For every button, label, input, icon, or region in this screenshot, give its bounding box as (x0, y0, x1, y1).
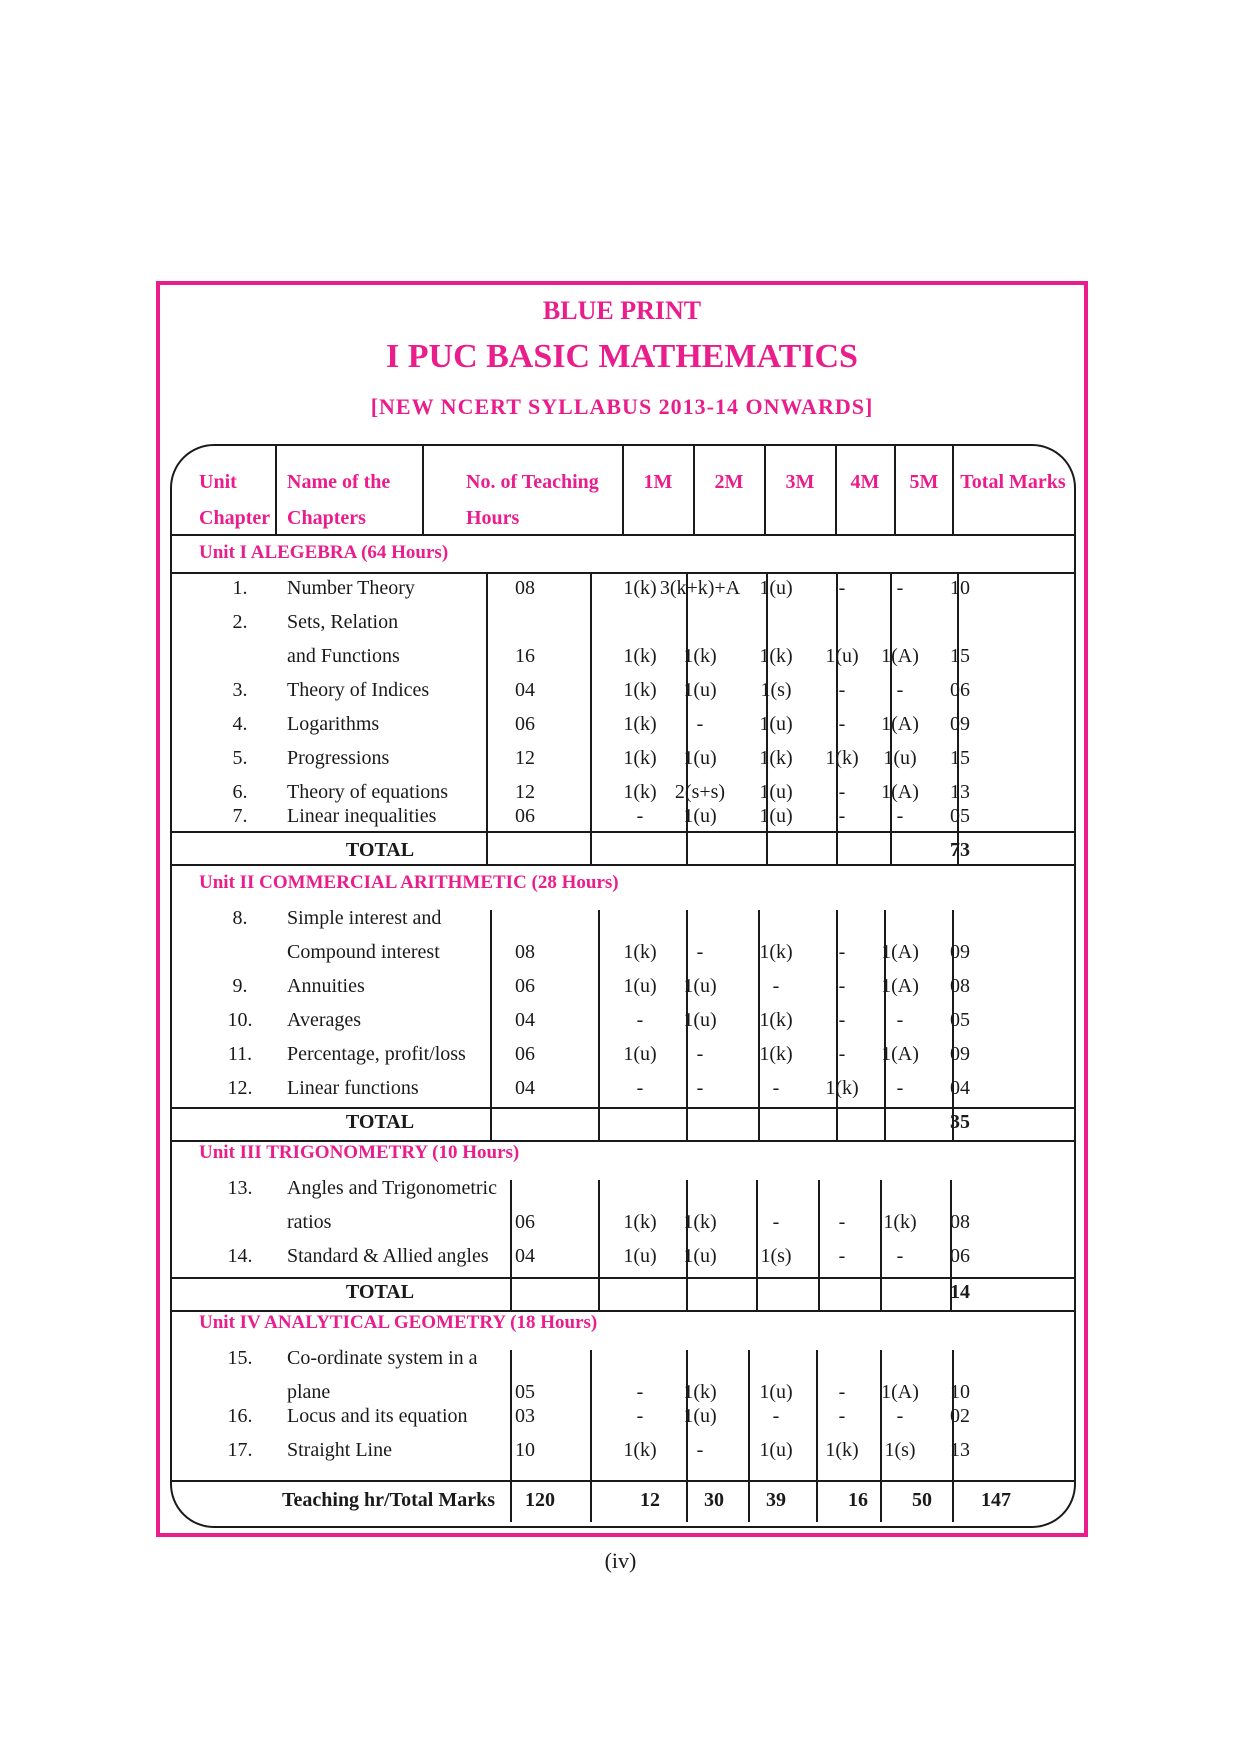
cell-m4: - (838, 679, 846, 701)
chapter-number: 12. (227, 1077, 253, 1099)
chapter-name: Simple interest and (287, 907, 442, 929)
cell-m2: 3(k+k)+A (659, 577, 741, 599)
cell-m2: 1(u) (683, 1405, 717, 1427)
unit-title: Unit I ALEGEBRA (64 Hours) (199, 542, 449, 563)
chapter-name: Co-ordinate system in a (287, 1347, 478, 1369)
unit-total-value: 73 (950, 839, 970, 861)
cell-hours: 05 (515, 1381, 535, 1403)
cell-m2: - (696, 1077, 704, 1099)
cell-hours: 04 (515, 1009, 535, 1031)
chapter-name: Theory of equations (287, 781, 449, 803)
grand-total-total: 147 (981, 1489, 1011, 1511)
cell-m5: - (896, 1405, 904, 1427)
unit-title: Unit III TRIGONOMETRY (10 Hours) (199, 1142, 520, 1163)
table-column-rule (510, 1350, 512, 1522)
chapter-name: plane (287, 1381, 331, 1403)
cell-total: 06 (950, 1245, 970, 1267)
cell-m2: 1(u) (683, 975, 717, 997)
cell-m2: 1(k) (683, 645, 717, 667)
chapter-name: Linear inequalities (287, 805, 437, 827)
chapter-number: 16. (227, 1405, 253, 1427)
cell-m1: 1(u) (623, 1043, 657, 1065)
cell-m4: - (838, 1381, 846, 1403)
doc-kicker: BLUE PRINT (542, 296, 702, 325)
cell-m5: 1(A) (881, 781, 919, 803)
chapter-name: Logarithms (287, 713, 380, 735)
col-2m-header: 2M (714, 471, 744, 493)
cell-m4: - (838, 1245, 846, 1267)
chapter-number: 17. (227, 1439, 253, 1461)
table-rule (172, 1277, 1074, 1279)
col-unit-header: Unit (199, 471, 237, 493)
cell-m3: 1(u) (759, 781, 793, 803)
cell-hours: 06 (515, 805, 535, 827)
cell-total: 09 (950, 713, 970, 735)
cell-hours: 04 (515, 679, 535, 701)
chapter-number: 7. (232, 805, 248, 827)
table-column-rule (598, 910, 600, 1140)
chapter-number: 1. (232, 577, 248, 599)
chapter-number: 5. (232, 747, 248, 769)
table-column-rule (818, 1180, 820, 1310)
cell-m5: 1(A) (881, 713, 919, 735)
cell-hours: 04 (515, 1077, 535, 1099)
cell-hours: 06 (515, 1043, 535, 1065)
cell-total: 15 (950, 645, 970, 667)
cell-hours: 06 (515, 975, 535, 997)
table-column-rule (510, 1180, 512, 1310)
cell-m1: 1(k) (623, 1439, 657, 1461)
col-1m-header: 1M (643, 471, 673, 493)
table-column-rule (836, 572, 838, 864)
cell-m3: - (772, 1405, 780, 1427)
cell-m5: - (896, 805, 904, 827)
table-column-rule (490, 910, 492, 1140)
table-column-rule (275, 446, 277, 534)
col-name-header: Chapters (287, 507, 366, 529)
cell-m1: 1(k) (623, 1211, 657, 1233)
chapter-number: 3. (232, 679, 248, 701)
cell-m1: 1(k) (623, 713, 657, 735)
cell-hours: 06 (515, 1211, 535, 1233)
cell-m5: 1(A) (881, 975, 919, 997)
chapter-number: 15. (227, 1347, 253, 1369)
cell-total: 02 (950, 1405, 970, 1427)
cell-m1: 1(k) (623, 645, 657, 667)
cell-m4: - (838, 1211, 846, 1233)
cell-total: 05 (950, 1009, 970, 1031)
cell-m1: 1(u) (623, 1245, 657, 1267)
col-4m-header: 4M (850, 471, 880, 493)
table-column-rule (816, 1350, 818, 1522)
chapter-number: 13. (227, 1177, 253, 1199)
cell-m3: - (772, 975, 780, 997)
table-rule (172, 1140, 1074, 1142)
chapter-number: 2. (232, 611, 248, 633)
table-column-rule (952, 446, 954, 534)
cell-m1: 1(u) (623, 975, 657, 997)
cell-m4: - (838, 781, 846, 803)
table-column-rule (686, 572, 688, 864)
chapter-name: Locus and its equation (287, 1405, 468, 1427)
chapter-name: Standard & Allied angles (287, 1245, 489, 1267)
grand-total-label: Teaching hr/Total Marks (282, 1489, 495, 1511)
table-column-rule (758, 910, 760, 1140)
cell-total: 05 (950, 805, 970, 827)
chapter-name: Annuities (287, 975, 365, 997)
chapter-name: Averages (287, 1009, 362, 1031)
cell-m3: 1(s) (760, 1245, 792, 1267)
cell-m1: - (636, 1009, 644, 1031)
cell-m2: 1(u) (683, 679, 717, 701)
grand-total-m4: 16 (848, 1489, 868, 1511)
page-number: (iv) (604, 1548, 637, 1573)
unit-total-value: 14 (950, 1281, 970, 1303)
cell-hours: 06 (515, 713, 535, 735)
cell-m3: 1(k) (759, 747, 793, 769)
col-unit-header: Chapter (199, 507, 271, 529)
cell-hours: 08 (515, 941, 535, 963)
table-rule (172, 831, 1074, 833)
cell-m1: 1(k) (623, 747, 657, 769)
cell-m2: 1(u) (683, 805, 717, 827)
doc-title: I PUC BASIC MATHEMATICS (386, 338, 858, 375)
table-column-rule (880, 1180, 882, 1310)
cell-m5: 1(A) (881, 645, 919, 667)
cell-m5: 1(A) (881, 1043, 919, 1065)
chapter-number: 9. (232, 975, 248, 997)
cell-total: 10 (950, 577, 970, 599)
table-rule (172, 1310, 1074, 1312)
cell-m3: 1(k) (759, 645, 793, 667)
cell-hours: 04 (515, 1245, 535, 1267)
cell-hours: 12 (515, 781, 535, 803)
table-column-rule (590, 1350, 592, 1522)
cell-total: 13 (950, 1439, 970, 1461)
col-name-header: Name of the (287, 471, 391, 493)
table-column-rule (748, 1350, 750, 1522)
unit-total-label: TOTAL (345, 839, 415, 861)
table-column-rule (950, 1180, 952, 1310)
table-column-rule (590, 572, 592, 864)
col-total-header: Total Marks (960, 471, 1066, 493)
table-column-rule (693, 446, 695, 534)
cell-m5: - (896, 1077, 904, 1099)
cell-m1: - (636, 1381, 644, 1403)
chapter-name: and Functions (287, 645, 400, 667)
cell-m5: 1(u) (883, 747, 917, 769)
cell-m5: 1(A) (881, 1381, 919, 1403)
chapter-name: Number Theory (287, 577, 415, 599)
chapter-name: Theory of Indices (287, 679, 430, 701)
chapter-name: Progressions (287, 747, 390, 769)
table-column-rule (835, 446, 837, 534)
col-5m-header: 5M (909, 471, 939, 493)
chapter-name: ratios (287, 1211, 332, 1233)
table-column-rule (686, 910, 688, 1140)
cell-m5: - (896, 1009, 904, 1031)
cell-m2: - (696, 1043, 704, 1065)
col-hours-header: No. of Teaching (466, 471, 599, 493)
table-column-rule (880, 1350, 882, 1522)
chapter-number: 14. (227, 1245, 253, 1267)
cell-m1: - (636, 805, 644, 827)
cell-m4: - (838, 975, 846, 997)
chapter-name: Straight Line (287, 1439, 392, 1461)
cell-hours: 03 (515, 1405, 535, 1427)
cell-m3: 1(u) (759, 1439, 793, 1461)
cell-m3: - (772, 1211, 780, 1233)
table-column-rule (764, 446, 766, 534)
table-rule (172, 1107, 1074, 1109)
cell-m3: 1(u) (759, 1381, 793, 1403)
table-column-rule (890, 572, 892, 864)
cell-m5: - (896, 1245, 904, 1267)
cell-m2: 1(u) (683, 1245, 717, 1267)
cell-m4: - (838, 1009, 846, 1031)
cell-m4: 1(k) (825, 747, 859, 769)
doc-subtitle: [NEW NCERT SYLLABUS 2013-14 ONWARDS] (370, 394, 874, 419)
chapter-name: Compound interest (287, 941, 440, 963)
cell-total: 13 (950, 781, 970, 803)
cell-hours: 16 (515, 645, 535, 667)
cell-m4: 1(k) (825, 1077, 859, 1099)
chapter-name: Percentage, profit/loss (287, 1043, 466, 1065)
cell-m1: 1(k) (623, 679, 657, 701)
cell-m4: 1(k) (825, 1439, 859, 1461)
grand-total-m1: 12 (640, 1489, 660, 1511)
cell-total: 09 (950, 1043, 970, 1065)
cell-m2: 2(s+s) (674, 781, 726, 803)
cell-m3: 1(u) (759, 805, 793, 827)
cell-total: 06 (950, 679, 970, 701)
chapter-number: 10. (227, 1009, 253, 1031)
cell-m3: 1(k) (759, 1009, 793, 1031)
cell-m1: 1(k) (623, 577, 657, 599)
table-column-rule (884, 910, 886, 1140)
col-3m-header: 3M (785, 471, 815, 493)
cell-m4: - (838, 1043, 846, 1065)
cell-m1: - (636, 1077, 644, 1099)
cell-m5: - (896, 577, 904, 599)
table-column-rule (836, 910, 838, 1140)
cell-m2: - (696, 1439, 704, 1461)
chapter-number: 8. (232, 907, 248, 929)
cell-m3: 1(u) (759, 713, 793, 735)
grand-total-m3: 39 (766, 1489, 786, 1511)
cell-m5: 1(k) (883, 1211, 917, 1233)
cell-m1: - (636, 1405, 644, 1427)
cell-m3: 1(s) (760, 679, 792, 701)
cell-m2: 1(k) (683, 1381, 717, 1403)
cell-m5: 1(A) (881, 941, 919, 963)
cell-total: 08 (950, 1211, 970, 1233)
grand-total-m2: 30 (704, 1489, 724, 1511)
unit-total-label: TOTAL (345, 1111, 415, 1133)
table-column-rule (894, 446, 896, 534)
chapter-name: Linear functions (287, 1077, 419, 1099)
grand-total-hours: 120 (525, 1489, 555, 1511)
table-column-rule (486, 572, 488, 864)
cell-m2: - (696, 713, 704, 735)
cell-total: 15 (950, 747, 970, 769)
chapter-number: 11. (227, 1043, 253, 1065)
cell-m2: 1(u) (683, 1009, 717, 1031)
cell-m4: - (838, 577, 846, 599)
col-hours-header: Hours (466, 507, 520, 529)
cell-total: 10 (950, 1381, 970, 1403)
cell-m1: 1(k) (623, 781, 657, 803)
table-rule (172, 534, 1074, 536)
cell-m3: 1(k) (759, 941, 793, 963)
cell-total: 08 (950, 975, 970, 997)
cell-total: 09 (950, 941, 970, 963)
cell-hours: 12 (515, 747, 535, 769)
unit-total-label: TOTAL (345, 1281, 415, 1303)
cell-m4: - (838, 805, 846, 827)
grand-total-m5: 50 (912, 1489, 932, 1511)
chapter-name: Sets, Relation (287, 611, 399, 633)
table-rule (172, 864, 1074, 866)
cell-m3: 1(u) (759, 577, 793, 599)
cell-m2: 1(k) (683, 1211, 717, 1233)
table-column-rule (622, 446, 624, 534)
chapter-number: 4. (232, 713, 248, 735)
cell-m5: 1(s) (884, 1439, 916, 1461)
table-column-rule (686, 1350, 688, 1522)
unit-total-value: 35 (950, 1111, 970, 1133)
cell-hours: 08 (515, 577, 535, 599)
table-column-rule (756, 1180, 758, 1310)
cell-m1: 1(k) (623, 941, 657, 963)
table-column-rule (598, 1180, 600, 1310)
table-rule (172, 572, 1074, 574)
table-column-rule (686, 1180, 688, 1310)
cell-m4: - (838, 713, 846, 735)
table-column-rule (952, 1350, 954, 1522)
cell-m4: - (838, 1405, 846, 1427)
cell-m4: - (838, 941, 846, 963)
table-column-rule (422, 446, 424, 534)
cell-total: 04 (950, 1077, 970, 1099)
unit-title: Unit IV ANALYTICAL GEOMETRY (18 Hours) (199, 1312, 598, 1333)
chapter-number: 6. (232, 781, 248, 803)
cell-m2: 1(u) (683, 747, 717, 769)
cell-m3: - (772, 1077, 780, 1099)
table-column-rule (957, 572, 959, 864)
cell-m3: 1(k) (759, 1043, 793, 1065)
cell-m5: - (896, 679, 904, 701)
cell-m4: 1(u) (825, 645, 859, 667)
unit-title: Unit II COMMERCIAL ARITHMETIC (28 Hours) (199, 872, 619, 893)
table-rule (172, 1480, 1074, 1482)
cell-hours: 10 (515, 1439, 535, 1461)
table-column-rule (952, 910, 954, 1140)
cell-m2: - (696, 941, 704, 963)
table-column-rule (766, 572, 768, 864)
chapter-name: Angles and Trigonometric (287, 1177, 497, 1199)
